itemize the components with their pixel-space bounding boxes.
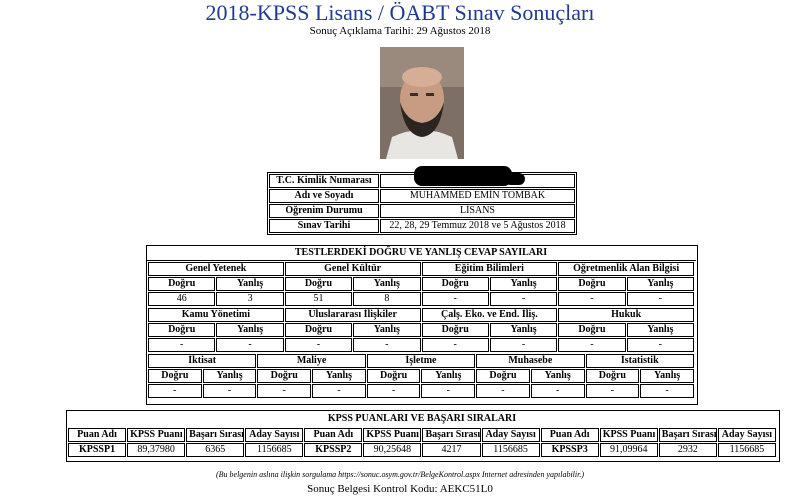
yanlis-header: Yanlış [421, 369, 475, 383]
dogru-value: - [422, 292, 489, 306]
score-header: KPSS Puanı [600, 428, 658, 442]
identity-label: T.C. Kimlik Numarası [269, 174, 379, 188]
dogru-value: - [422, 338, 489, 352]
test-name: Çalş. Eko. ve End. İliş. [422, 308, 558, 322]
yanlis-value: - [203, 384, 257, 398]
redaction-mark [505, 173, 525, 185]
dogru-value: - [586, 384, 640, 398]
yanlis-value: - [353, 338, 420, 352]
dogru-value: - [257, 384, 311, 398]
identity-row [269, 189, 575, 203]
score-count: 1156685 [718, 443, 776, 457]
test-name: Öğretmenlik Alan Bilgisi [558, 262, 694, 276]
yanlis-value: - [312, 384, 366, 398]
dogru-value: 51 [285, 292, 352, 306]
identity-label: Adı ve Soyadı [269, 189, 379, 203]
dogru-header: Doğru [285, 277, 352, 291]
identity-value: 22, 28, 29 Temmuz 2018 ve 5 Ağustos 2018 [380, 219, 575, 233]
result-date: Sonuç Açıklama Tarihi: 29 Ağustos 2018 [309, 25, 491, 37]
verification-note: (Bu belgenin aslına ilişkin sorgulama https://sonuc.osym.gov.tr/BelgeKontrol.aspx Internet adresinden yapılabilir.) [215, 470, 585, 479]
yanlis-value: - [490, 338, 557, 352]
yanlis-value: - [531, 384, 585, 398]
score-name: KPSSP2 [304, 443, 362, 457]
answers-row2-table [147, 307, 695, 353]
score-value: 90,25648 [363, 443, 421, 457]
dogru-header: Doğru [558, 323, 625, 337]
dogru-header: Doğru [558, 277, 625, 291]
yanlis-value: - [216, 338, 283, 352]
scores-title: KPSS PUANLARI VE BAŞARI SIRALARI [327, 413, 517, 424]
test-name: Maliye [257, 354, 365, 368]
score-value: 89,37980 [127, 443, 185, 457]
dogru-header: Doğru [422, 277, 489, 291]
dogru-value: - [148, 338, 215, 352]
test-name: Kamu Yönetimi [148, 308, 284, 322]
test-name: İstatistik [586, 354, 695, 368]
score-header: Başarı Sırası [422, 428, 480, 442]
dogru-header: Doğru [257, 369, 311, 383]
dogru-header: Doğru [586, 369, 640, 383]
yanlis-header: Yanlış [312, 369, 366, 383]
identity-row [269, 219, 575, 233]
test-name: Genel Yetenek [148, 262, 284, 276]
identity-row [269, 204, 575, 218]
redaction-mark [414, 166, 512, 186]
test-name: Hukuk [558, 308, 694, 322]
score-count: 1156685 [245, 443, 303, 457]
test-name: İktisat [148, 354, 256, 368]
yanlis-header: Yanlış [531, 369, 585, 383]
score-name: KPSSP1 [68, 443, 126, 457]
yanlis-header: Yanlış [490, 323, 557, 337]
yanlis-header: Yanlış [216, 323, 283, 337]
yanlis-header: Yanlış [353, 323, 420, 337]
score-rank: 2932 [659, 443, 717, 457]
candidate-photo [380, 47, 464, 159]
scores-table [67, 427, 777, 458]
yanlis-value: - [627, 338, 694, 352]
yanlis-header: Yanlış [627, 323, 694, 337]
control-code: Sonuç Belgesi Kontrol Kodu: AEKC51L0 [307, 483, 493, 495]
yanlis-value: 8 [353, 292, 420, 306]
score-header: Puan Adı [304, 428, 362, 442]
yanlis-value: - [421, 384, 475, 398]
yanlis-value: 3 [216, 292, 283, 306]
dogru-header: Doğru [476, 369, 530, 383]
score-header: Başarı Sırası [186, 428, 244, 442]
yanlis-value: - [490, 292, 557, 306]
dogru-value: - [476, 384, 530, 398]
dogru-value: - [285, 338, 352, 352]
dogru-value: - [367, 384, 421, 398]
score-header: KPSS Puanı [363, 428, 421, 442]
score-value: 91,09964 [600, 443, 658, 457]
identity-label: Öğrenim Durumu [269, 204, 379, 218]
yanlis-value: - [627, 292, 694, 306]
test-name: İşletme [367, 354, 475, 368]
test-name: Uluslararası İlişkiler [285, 308, 421, 322]
score-header: Puan Adı [541, 428, 599, 442]
dogru-value: - [148, 384, 202, 398]
score-header: Aday Sayısı [482, 428, 540, 442]
dogru-value: - [558, 292, 625, 306]
dogru-header: Doğru [367, 369, 421, 383]
yanlis-header: Yanlış [203, 369, 257, 383]
identity-value: MUHAMMED EMİN TOMBAK [380, 189, 575, 203]
score-name: KPSSP3 [541, 443, 599, 457]
score-rank: 4217 [422, 443, 480, 457]
dogru-header: Doğru [285, 323, 352, 337]
dogru-header: Doğru [422, 323, 489, 337]
dogru-header: Doğru [148, 277, 215, 291]
test-name: Eğitim Bilimleri [422, 262, 558, 276]
yanlis-header: Yanlış [640, 369, 694, 383]
answers-title: TESTLERDEKİ DOĞRU VE YANLIŞ CEVAP SAYILARI [146, 246, 696, 261]
answers-row1-table [147, 261, 695, 307]
yanlis-header: Yanlış [490, 277, 557, 291]
yanlis-header: Yanlış [353, 277, 420, 291]
dogru-header: Doğru [148, 323, 215, 337]
dogru-value: 46 [148, 292, 215, 306]
score-header: Aday Sayısı [245, 428, 303, 442]
answers-row3-table [147, 353, 695, 399]
identity-value: LİSANS [380, 204, 575, 218]
score-header: Puan Adı [68, 428, 126, 442]
score-header: KPSS Puanı [127, 428, 185, 442]
test-name: Muhasebe [476, 354, 584, 368]
person-photo-icon [380, 47, 464, 159]
page-title: 2018-KPSS Lisans / ÖABT Sınav Sonuçları [205, 0, 595, 25]
yanlis-value: - [640, 384, 694, 398]
score-count: 1156685 [482, 443, 540, 457]
score-rank: 6365 [186, 443, 244, 457]
score-header: Aday Sayısı [718, 428, 776, 442]
identity-label: Sınav Tarihi [269, 219, 379, 233]
yanlis-header: Yanlış [216, 277, 283, 291]
yanlis-header: Yanlış [627, 277, 694, 291]
dogru-value: - [558, 338, 625, 352]
dogru-header: Doğru [148, 369, 202, 383]
score-header: Başarı Sırası [659, 428, 717, 442]
test-name: Genel Kültür [285, 262, 421, 276]
